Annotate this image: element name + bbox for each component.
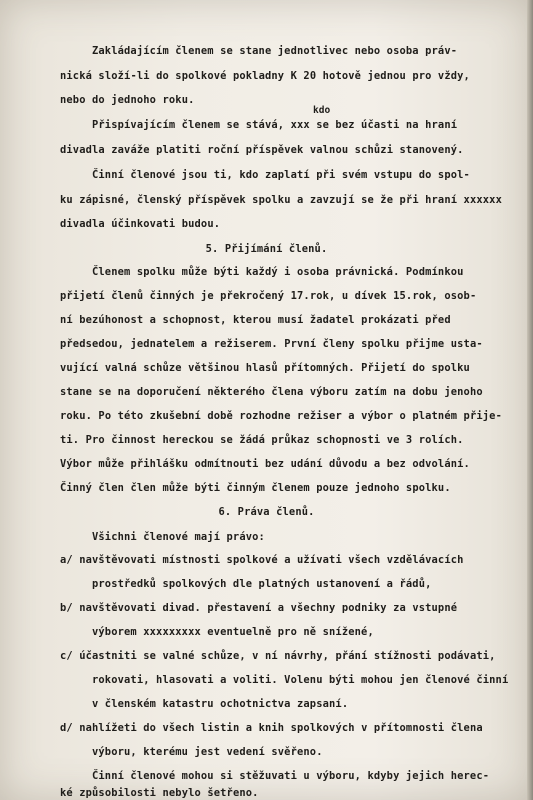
text-line: ké způsobilosti nebylo šetřeno.	[60, 787, 259, 799]
section-heading: 5. Přijímání členů.	[205, 243, 328, 255]
text-line: Přispívajícím členem se stává, xxx se bez účasti na hraní	[92, 119, 458, 131]
text-line: výboru, kterému jest vedení svěřeno.	[92, 746, 323, 758]
text-line: vující valná schůze většinou hlasů přítomných. Přijetí do spolku	[60, 362, 470, 374]
text-line: rokovati, hlasovati a voliti. Volenu býti mohou jen členové činní	[92, 674, 509, 686]
text-line: Činný člen člen může býti činným členem pouze jednoho spolku.	[60, 482, 451, 494]
text-line: prostředků spolkových dle platných ustanovení a řádů,	[92, 578, 432, 590]
text-line: a/ navštěvovati místnosti spolkové a užívati všech vzdělávacích	[60, 554, 464, 566]
section-heading: 6. Práva členů.	[218, 506, 315, 518]
text-line: c/ účastniti se valné schůze, v ní návrhy, přání stížnosti podávati,	[60, 650, 496, 662]
text-line: stane se na doporučení některého člena výboru zatím na dobu jenoho	[60, 386, 483, 398]
text-line: předsedou, jednatelem a režiserem. První členy spolku přijme usta-	[60, 338, 483, 350]
text-line: d/ nahlížeti do všech listin a knih spolkových v přítomnosti člena	[60, 722, 483, 734]
text-line: Členem spolku může býti každý i osoba právnická. Podmínkou	[92, 266, 464, 278]
text-line: nická složí-li do spolkové pokladny K 20 hotově jednou pro vždy,	[60, 70, 470, 82]
handwritten-insertion: kdo	[313, 105, 331, 116]
text-line: divadla účinkovati budou.	[60, 218, 221, 230]
text-line: Všichni členové mají právo:	[92, 531, 265, 543]
text-line: Zakládajícím členem se stane jednotlivec nebo osoba práv-	[92, 45, 458, 57]
text-line: v členském katastru ochotnictva zapsaní.	[92, 698, 349, 710]
text-line: Činní členové jsou ti, kdo zaplatí při svém vstupu do spol-	[92, 169, 470, 181]
page-edge	[527, 0, 533, 800]
text-line: divadla zaváže platiti roční příspěvek valnou schůzi stanovený.	[60, 144, 464, 156]
text-line: b/ navštěvovati divad. přestavení a všechny podniky za vstupné	[60, 602, 458, 614]
text-line: Výbor může přihlášku odmítnouti bez udání důvodu a bez odvolání.	[60, 458, 470, 470]
text-line: výborem xxxxxxxxx eventuelně pro ně snížené,	[92, 626, 374, 638]
text-line: nebo do jednoho roku.	[60, 94, 195, 106]
text-line: ku zápisné, členský příspěvek spolku a zavzují se že při hraní xxxxxx	[60, 194, 502, 206]
text-line: přijetí členů činných je překročený 17.rok, u dívek 15.rok, osob-	[60, 290, 477, 302]
text-line: roku. Po této zkušební době rozhodne režiser a výbor o platném přije-	[60, 410, 502, 422]
text-line: Činní členové mohou si stěžuvati u výboru, kdyby jejich herec-	[92, 770, 490, 782]
text-line: ní bezúhonost a schopnost, kterou musí žadatel prokázati před	[60, 314, 451, 326]
text-line: ti. Pro činnost hereckou se žádá průkaz schopnosti ve 3 rolích.	[60, 434, 464, 446]
